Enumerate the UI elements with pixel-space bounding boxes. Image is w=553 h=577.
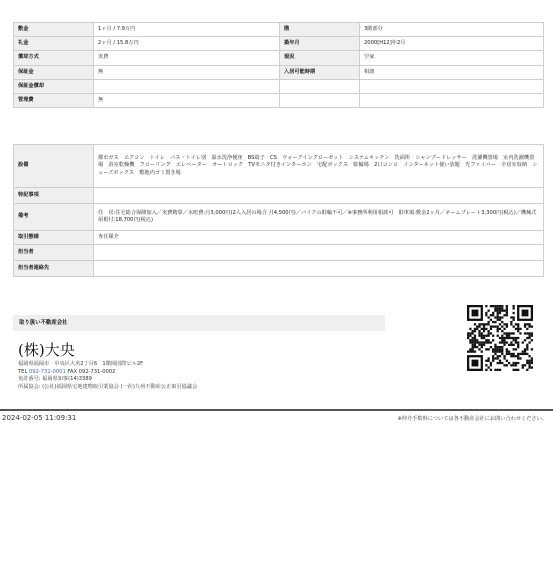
table-row	[14, 204, 544, 231]
security-deposit-value: 無	[94, 65, 280, 79]
security-deposit-label: 保証金	[14, 65, 94, 79]
agent-contact-value	[94, 261, 544, 277]
remarks-value: 住 居:住宅総合保険加入／実費精算／水町費:月3,000円(2人入居の場合 月4,500円)／バイクの駐輪不可／※事務所利用相談可 駐車場:敷金2ヶ月／ネームプレート3,300円(税込)／機械式 屋根付:18,700円(税込)	[94, 204, 544, 231]
built-date-label: 築年月	[280, 37, 360, 51]
table-row	[14, 145, 544, 188]
agency-section-title: 取り扱い不動産会社	[13, 315, 385, 331]
special-notes-value	[94, 188, 544, 204]
agency-info	[18, 361, 197, 391]
floor-label: 階	[280, 23, 360, 37]
move-in-label: 入居可能時期	[280, 65, 360, 79]
deposit-amortization-label: 保証金償却	[14, 79, 94, 93]
deposit-amortization-value	[94, 79, 280, 93]
floor-value: 3階部分	[360, 23, 544, 37]
key-money-value: 2ヶ月 / 15.8万円	[94, 37, 280, 51]
empty-cell	[360, 79, 544, 93]
move-in-value: 相談	[360, 65, 544, 79]
empty-cell	[280, 94, 360, 108]
management-fee-value: 無	[94, 94, 280, 108]
deposit-value: 1ヶ月 / 7.9万円	[94, 23, 280, 37]
property-summary-table	[13, 22, 544, 108]
table-row	[14, 51, 544, 65]
table-row	[14, 23, 544, 37]
table-row	[14, 37, 544, 51]
agent-value	[94, 245, 544, 261]
amortization-label: 償却方式	[14, 51, 94, 65]
table-row	[14, 245, 544, 261]
key-money-label: 礼金	[14, 37, 94, 51]
fee-note: ※仲介手数料については各不動産会社にお問い合わせください。	[397, 416, 547, 422]
agency-association: 所属協会: (公社)福岡県宅地建物取引業協会 (一社)九州不動産公正取引協議会	[18, 383, 198, 390]
table-row	[14, 188, 544, 204]
deposit-label: 敷金	[14, 23, 94, 37]
agency-name: (株)大央	[18, 341, 75, 359]
table-row	[14, 94, 544, 108]
table-row	[14, 261, 544, 277]
transaction-mode-value: 専任媒介	[94, 231, 544, 245]
amortization-value: 実費	[94, 51, 280, 65]
print-timestamp: 2024-02-05 11:09:31	[2, 414, 77, 422]
empty-cell	[280, 79, 360, 93]
fax-number: FAX 092-731-0002	[67, 368, 116, 375]
built-date-value: 2000[H12]年2月	[360, 37, 544, 51]
table-row	[14, 79, 544, 93]
transaction-mode-label: 取引態様	[14, 231, 94, 245]
status-label: 現況	[280, 51, 360, 65]
table-row	[14, 231, 544, 245]
special-notes-label: 特記事項	[14, 188, 94, 204]
status-value: 空家	[360, 51, 544, 65]
equipment-value: 都市ガス エアコン トイレ バス・トイレ別 温水洗浄便座 BS端子 CS ウォークインクローゼット システムキッチン 洗面所 シャンプードレッサー 洗濯機置場 室内洗濯機置場 浴室乾燥機 フローリング エレベーター オートロック TVモニタ付きインターホン 宅配ボックス 駐輪場 2口コンロ インターネット使い放題 光ファイバー 全居室収納 シューズボックス 敷地内ゴミ置き場	[94, 145, 544, 188]
qr-code-icon	[467, 305, 533, 371]
management-fee-label: 管理費	[14, 94, 94, 108]
property-details-table	[13, 144, 544, 277]
agency-address: 福岡県福岡市 中央区大名2丁目6 1階岡国際ビル2F	[18, 361, 144, 367]
agent-contact-label: 担当者連絡先	[14, 261, 94, 277]
equipment-label: 設備	[14, 145, 94, 188]
tel-link[interactable]: 092-731-0001	[29, 368, 66, 375]
footer-divider	[0, 409, 553, 411]
table-row	[14, 65, 544, 79]
agency-license: 免許番号: 福岡県知事(14)3389	[18, 376, 92, 383]
empty-cell	[360, 94, 544, 108]
tel-label: TEL	[18, 368, 28, 375]
remarks-label: 備考	[14, 204, 94, 231]
agent-label: 担当者	[14, 245, 94, 261]
